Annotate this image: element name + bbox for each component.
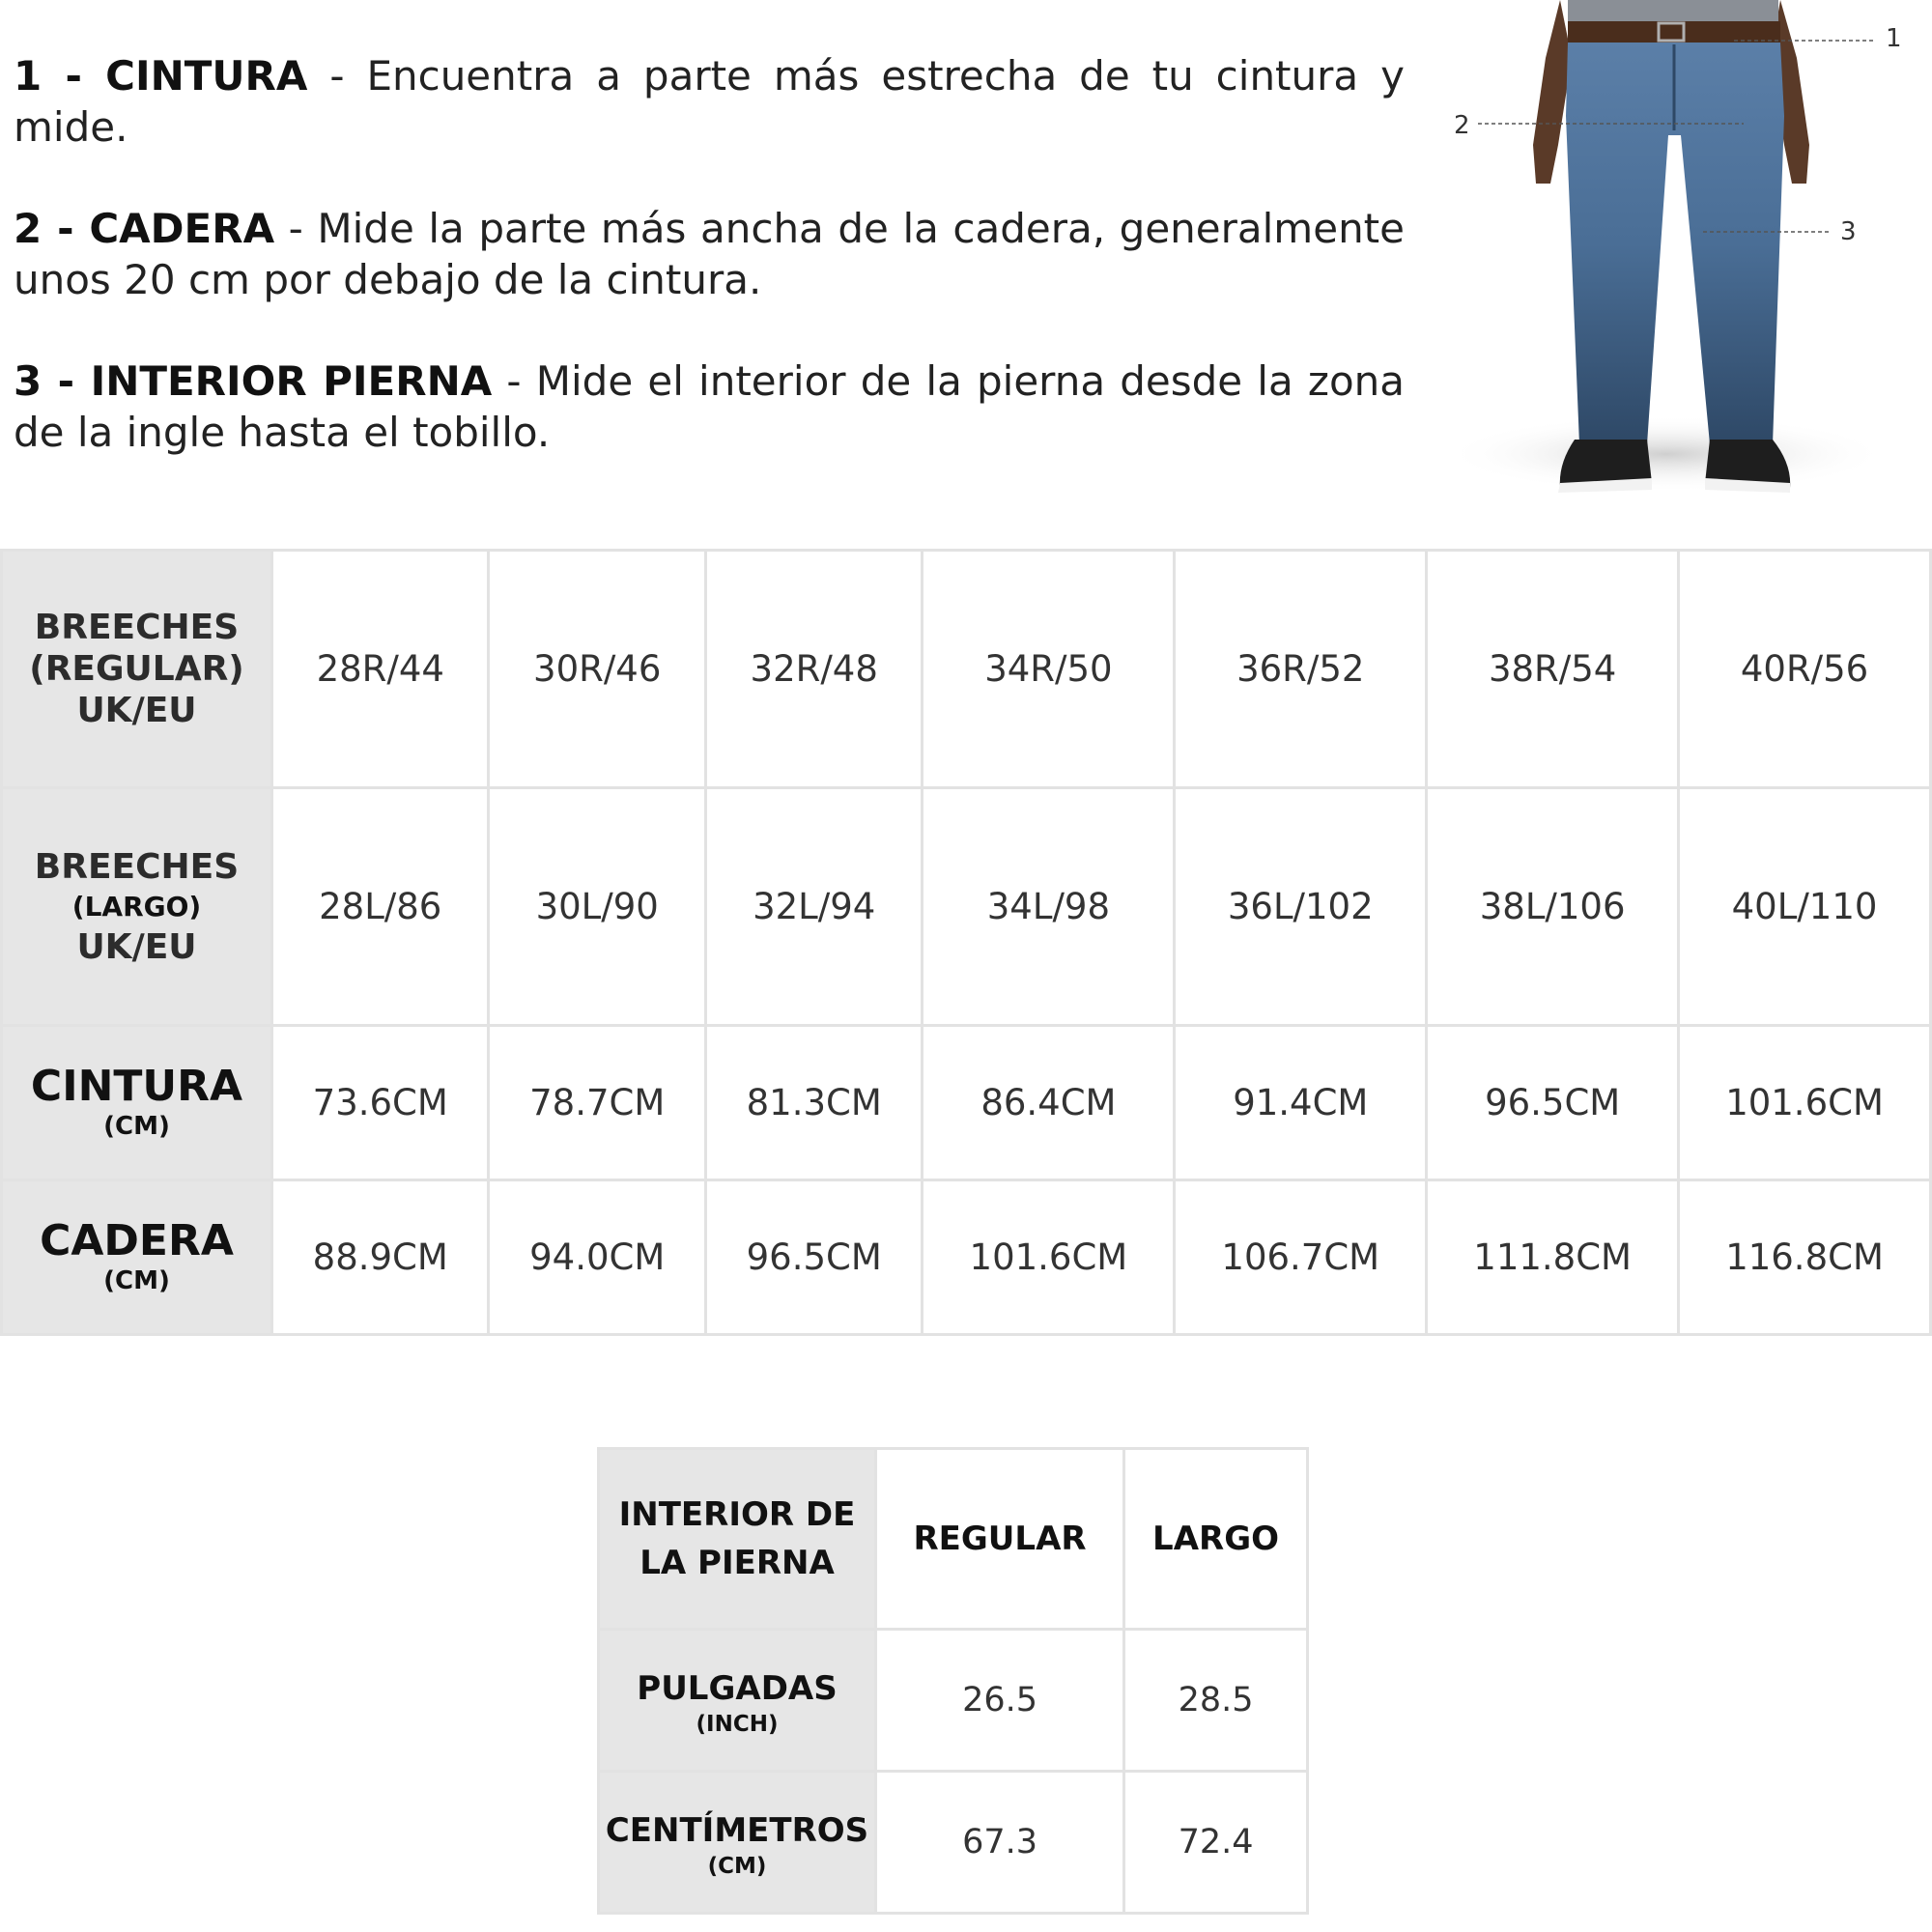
table-cell: 36R/52	[1175, 551, 1427, 788]
inseam-title: INTERIOR DE LA PIERNA	[618, 1495, 856, 1582]
table-cell: 40L/110	[1679, 788, 1931, 1026]
marker-3: 3	[1840, 217, 1857, 246]
row-header-line: (CM)	[103, 1111, 170, 1141]
table-cell: 40R/56	[1679, 551, 1931, 788]
instruction-hip-text: - Mide la parte más ancha de la cadera, generalmente unos 20 cm por debajo de la cintura.	[14, 205, 1405, 303]
table-cell: 34L/98	[923, 788, 1175, 1026]
table-cell: 78.7CM	[489, 1026, 705, 1180]
table-cell: 36L/102	[1175, 788, 1427, 1026]
row-header-centimetros	[599, 1772, 876, 1914]
instruction-waist-label: 1 - CINTURA	[14, 52, 308, 99]
table-cell: 94.0CM	[489, 1180, 705, 1335]
row-header-line: (CM)	[103, 1265, 170, 1295]
table-row-cadera	[2, 1180, 1931, 1335]
row-header-line: PULGADAS	[637, 1669, 838, 1708]
instruction-inseam	[14, 355, 1405, 458]
model-figure	[1444, 0, 1927, 502]
row-header-line: (CM)	[707, 1854, 767, 1879]
left-arm	[1533, 0, 1572, 184]
table-cell: 101.6CM	[923, 1180, 1175, 1335]
table-cell: 38L/106	[1427, 788, 1679, 1026]
row-header-regular	[2, 551, 272, 788]
table-cell: 38R/54	[1427, 551, 1679, 788]
row-header-line: UK/EU	[76, 691, 197, 730]
row-header-line: CENTÍMETROS	[605, 1811, 869, 1850]
measurement-instructions	[14, 50, 1405, 508]
table-cell: 81.3CM	[705, 1026, 922, 1180]
row-header-line: BREECHES	[34, 608, 240, 647]
inseam-table	[597, 1447, 1309, 1915]
instruction-hip	[14, 203, 1405, 305]
table-cell: 32R/48	[705, 551, 922, 788]
table-cell: 88.9CM	[272, 1180, 489, 1335]
table-cell: 67.3	[876, 1772, 1124, 1914]
row-header-pulgadas	[599, 1630, 876, 1772]
table-cell: 91.4CM	[1175, 1026, 1427, 1180]
instruction-waist	[14, 50, 1405, 153]
table-cell: 30R/46	[489, 551, 705, 788]
row-header-cadera	[2, 1180, 272, 1335]
table-cell: 28L/86	[272, 788, 489, 1026]
table-cell: 86.4CM	[923, 1026, 1175, 1180]
table-cell: 96.5CM	[1427, 1026, 1679, 1180]
table-cell: 28R/44	[272, 551, 489, 788]
table-cell: 111.8CM	[1427, 1180, 1679, 1335]
instruction-waist-text: - Encuentra a parte más estrecha de tu cintura y mide.	[14, 52, 1405, 151]
table-cell: 73.6CM	[272, 1026, 489, 1180]
instruction-inseam-text: - Mide el interior de la pierna desde la zona de la ingle hasta el tobillo.	[14, 357, 1405, 456]
inseam-row-inches	[599, 1630, 1308, 1772]
inseam-row-cm	[599, 1772, 1308, 1914]
row-header-cintura	[2, 1026, 272, 1180]
row-header-largo	[2, 788, 272, 1026]
row-header-line: UK/EU	[76, 926, 197, 967]
table-cell: 30L/90	[489, 788, 705, 1026]
table-cell: 26.5	[876, 1630, 1124, 1772]
table-row-cintura	[2, 1026, 1931, 1180]
table-cell: 116.8CM	[1679, 1180, 1931, 1335]
row-header-line: (INCH)	[696, 1712, 779, 1737]
marker-2: 2	[1454, 111, 1470, 140]
table-cell: 34R/50	[923, 551, 1175, 788]
table-cell: 101.6CM	[1679, 1026, 1931, 1180]
table-cell: 106.7CM	[1175, 1180, 1427, 1335]
marker-1: 1	[1886, 24, 1902, 53]
column-header-regular: REGULAR	[876, 1449, 1124, 1630]
table-row-largo	[2, 788, 1931, 1026]
size-table	[0, 549, 1932, 1336]
table-cell: 72.4	[1124, 1772, 1308, 1914]
row-header-line: (REGULAR)	[29, 649, 244, 689]
row-header-line: BREECHES	[34, 846, 240, 887]
table-row-regular	[2, 551, 1931, 788]
inseam-title-cell	[599, 1449, 876, 1630]
instruction-hip-label: 2 - CADERA	[14, 205, 275, 252]
instruction-inseam-label: 3 - INTERIOR PIERNA	[14, 357, 493, 405]
column-header-largo: LARGO	[1124, 1449, 1308, 1630]
row-header-line: CINTURA	[30, 1061, 243, 1111]
shirt-hem	[1568, 0, 1778, 23]
floor-shadow	[1444, 415, 1889, 493]
table-cell: 96.5CM	[705, 1180, 922, 1335]
inseam-header-row	[599, 1449, 1308, 1630]
row-header-line: CADERA	[40, 1215, 234, 1265]
table-cell: 32L/94	[705, 788, 922, 1026]
jeans-model-illustration	[1444, 0, 1927, 502]
table-cell: 28.5	[1124, 1630, 1308, 1772]
row-header-line: (LARGO)	[71, 890, 202, 923]
